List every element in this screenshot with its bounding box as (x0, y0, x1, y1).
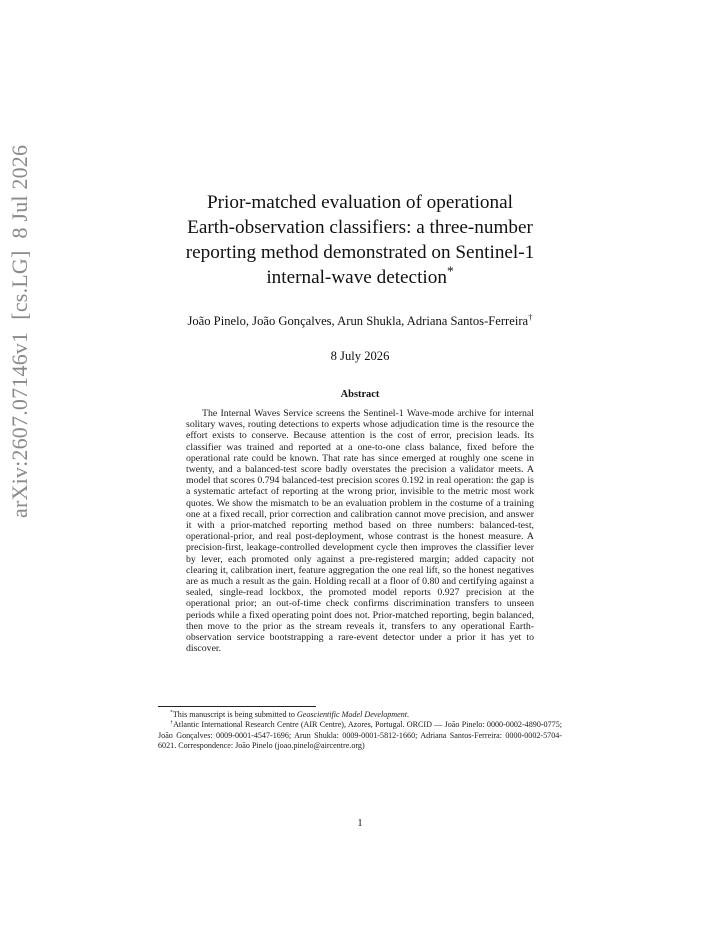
page-number: 1 (357, 818, 363, 829)
footnote-submission (158, 710, 562, 720)
footnote-end: . (407, 710, 410, 719)
arxiv-id: arXiv:2607.07146v1 (7, 331, 32, 518)
authors-footnote-mark: † (528, 311, 533, 322)
authors-text: João Pinelo, João Gonçalves, Arun Shukla, Adriana Santos-Ferreira (187, 314, 529, 328)
title-line-text: internal-wave detection (266, 267, 447, 288)
abstract-text: The Internal Waves Service screens the Sentinel-1 Wave-mode archive for internal solitary waves, routing detections to experts whose adjudication time is the resource the effort exists to conserve. Because attention is the cost of error, precision leads. Its classifier was trained and reported at a one-to-one class balance, fixed before the operational rate could be known. That rate has since emerged at roughly one scene in twenty, and a balanced-test score badly overstates the precision a validator meets. A model that scores 0.794 balanced-test precision scores 0.192 in real operation: the gap is a systematic artefact of reporting at the wrong prior, invisible to the metric most work quotes. We show the mismatch to be an evaluation problem in the costume of a training one at a fixed recall, prior correction and calibration cannot move precision, and answer it with a prior-matched reporting method based on three numbers: balanced-test, operational-prior, and real post-deployment, whose contrast is the honest measure. A precision-first, leakage-controlled development cycle then improves the classifier lever by lever, each promoted only against a pre-registered margin; added capacity not clearing it, calibration inert, feature aggregation the one real lift, so the honest negatives are as much a result as the gain. Holding recall at a floor of 0.80 and certifying against a sealed, single-read lockbox, the promoted model reports 0.927 precision at the operational prior; an out-of-time check confirms discrimination transfers to unseen periods while a fixed operating point does not. Prior-matched reporting, begin balanced, then move to the prior as the stream reveals it, transfers to any operational Earth-observation service bootstrapping a rare-event detector under a prior it has yet to discover. (186, 408, 534, 655)
footnote-text: Atlantic International Research Centre (AIR Centre), Azores, Portugal. ORCID — João Pinelo: 0000-0002-4890-0775; João Gonçalves: 0009-0001-4547-1696; Arun Shukla: 0009-0001-5812-1660; Adriana Santos-Ferreira: 0000-0002-5704-6021. Correspondence: João Pinelo (joao.pinelo@aircentre.org) (158, 720, 562, 751)
footnote-venue: Geoscientific Model Development (296, 710, 408, 719)
footnote-mark: * (170, 709, 173, 716)
title-line: Earth-observation classifiers: a three-number (187, 217, 533, 238)
title-line: reporting method demonstrated on Sentinel-1 (185, 242, 535, 263)
arxiv-category: [cs.LG] (7, 250, 32, 320)
footnote-mark: † (170, 719, 174, 726)
abstract-heading: Abstract (340, 389, 380, 400)
footnote-text: This manuscript is being submitted to (172, 710, 297, 719)
arxiv-date: 8 Jul 2026 (7, 144, 32, 239)
paper-date: 8 July 2026 (330, 349, 390, 363)
title-footnote-mark: * (446, 263, 454, 279)
title-line: Prior-matched evaluation of operational (207, 192, 513, 213)
footnote-affiliation (158, 720, 562, 751)
author-list (100, 311, 620, 329)
arxiv-identifier-stamp (7, 18, 33, 518)
footnotes (158, 710, 562, 752)
footnote-divider (158, 706, 316, 707)
title-line (150, 265, 570, 290)
paper-title (150, 190, 570, 290)
